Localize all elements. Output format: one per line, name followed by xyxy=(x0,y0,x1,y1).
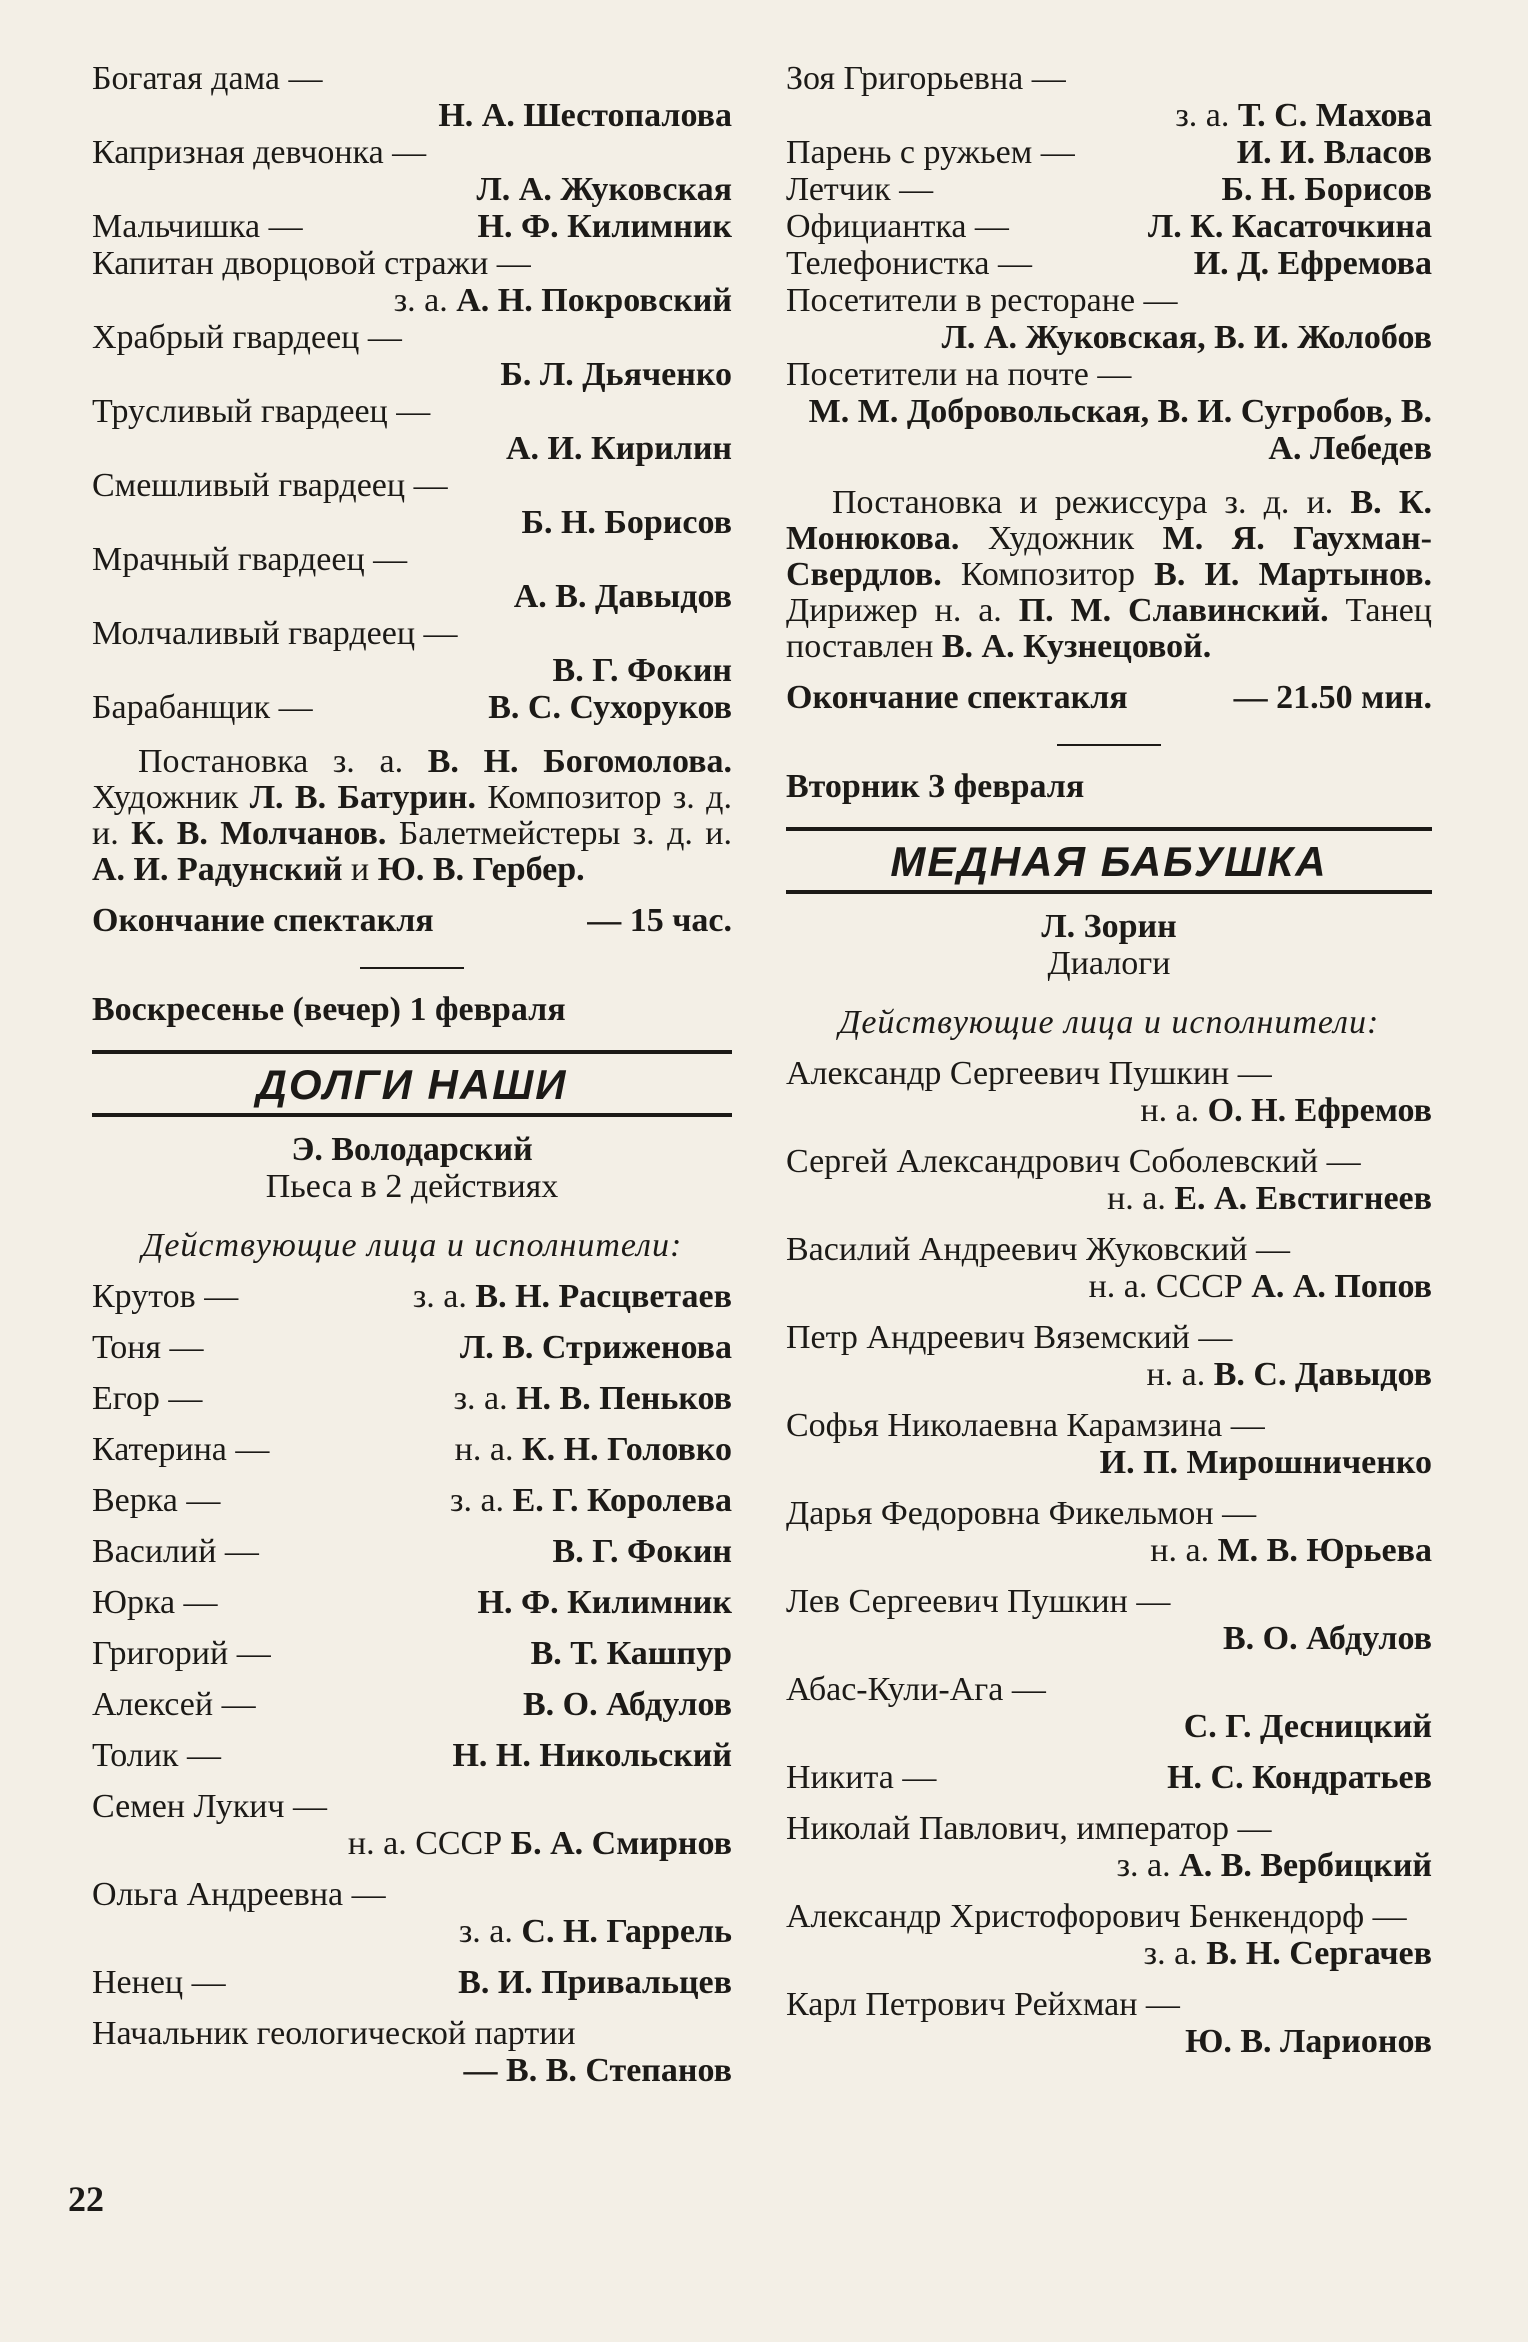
actor-name: Б. А. Смирнов xyxy=(510,1825,732,1862)
actor-line xyxy=(786,1444,1432,1481)
left-column xyxy=(92,60,732,2089)
role-name: Егор — xyxy=(92,1380,203,1417)
actor-name: А. Н. Покровский xyxy=(456,282,732,319)
actor-line xyxy=(478,208,733,245)
role-name: Петр Андреевич Вяземский — xyxy=(786,1319,1233,1356)
honorific-title: н. а. СССР xyxy=(1088,1268,1243,1305)
credit-text: Танец поставлен xyxy=(786,592,1432,665)
actor-line xyxy=(413,1278,732,1315)
actor-name: Е. А. Евстигнеев xyxy=(1174,1180,1432,1217)
honorific-title: з. а. xyxy=(1175,97,1230,134)
divider xyxy=(1057,744,1161,746)
actor-name: К. Н. Головко xyxy=(521,1431,732,1468)
actor-line xyxy=(92,578,732,615)
cast-entry xyxy=(92,615,732,689)
actor-line xyxy=(523,1686,732,1723)
credit-name: В. К. Монюкова. xyxy=(786,484,1432,557)
honorific-title: н. а. xyxy=(1146,1356,1206,1393)
actor-name: А. В. Давыдов xyxy=(513,578,732,615)
actor-name: И. П. Мирошниченко xyxy=(1099,1444,1432,1481)
performance-date: Вторник 3 февраля xyxy=(786,768,1085,805)
role-name: Ненец — xyxy=(92,1964,226,2001)
actor-line xyxy=(531,1635,732,1672)
role-name: Трусливый гвардеец — xyxy=(92,393,431,430)
actor-line xyxy=(92,1825,732,1862)
actor-name: С. Н. Гаррель xyxy=(521,1913,732,1950)
actor-line xyxy=(786,1847,1432,1884)
rule-top xyxy=(92,1050,732,1054)
honorific-title: з. а. xyxy=(1116,1847,1171,1884)
role-name: Алексей — xyxy=(92,1686,256,1723)
actor-name: Н. Н. Никольский xyxy=(452,1737,732,1774)
finish-label: Окончание спектакля xyxy=(92,902,434,939)
role-name: Капризная девчонка — xyxy=(92,134,427,171)
cast-entry xyxy=(92,2015,732,2089)
actor-line xyxy=(786,1935,1432,1972)
role-name: Сергей Александрович Соболевский — xyxy=(786,1143,1361,1180)
actor-line xyxy=(455,1431,732,1468)
actor-name: Л. В. Стриженова xyxy=(459,1329,732,1366)
credit-text: Композитор xyxy=(941,556,1155,593)
divider xyxy=(360,967,464,969)
actor-line xyxy=(92,504,732,541)
rule-top xyxy=(786,827,1432,831)
cast-entry xyxy=(92,541,732,615)
credit-text: Балетмейстеры з. д. и. xyxy=(386,815,732,852)
cast-entry xyxy=(786,1759,1432,1796)
cast-entry xyxy=(92,1431,732,1468)
actor-name: А. И. Кирилин xyxy=(506,430,732,467)
right-cast-list xyxy=(786,1055,1432,2060)
actor-line xyxy=(478,1584,733,1621)
cast-entry xyxy=(786,1583,1432,1657)
cast-entry xyxy=(92,1329,732,1366)
actor-line xyxy=(786,97,1432,134)
credit-text: Дирижер н. а. xyxy=(786,592,1019,629)
credit-name: В. И. Мартынов. xyxy=(1154,556,1432,593)
cast-entry xyxy=(786,1495,1432,1569)
finish-label: Окончание спектакля xyxy=(786,679,1128,716)
actor-line xyxy=(786,1268,1432,1305)
actor-line xyxy=(1237,134,1432,171)
credit-text: Композитор з. д. и. xyxy=(92,779,732,852)
credit-text: Постановка з. а. xyxy=(138,743,428,780)
role-name: Григорий — xyxy=(92,1635,271,1672)
honorific-title: н. а. xyxy=(1140,1092,1200,1129)
actor-name: Н. В. Пеньков xyxy=(516,1380,732,1417)
cast-entry xyxy=(92,689,732,726)
honorific-title: з. а. xyxy=(450,1482,505,1519)
role-name: Карл Петрович Рейхман — xyxy=(786,1986,1180,2023)
left-cast-list xyxy=(92,1278,732,2089)
cast-heading: Действующие лица и исполнители: xyxy=(141,1227,683,1264)
cast-entry xyxy=(92,319,732,393)
actor-name: М. М. Добровольская, В. И. Сугробов, В. А. Лебедев xyxy=(808,393,1432,467)
credit-name: В. Н. Богомолова. xyxy=(427,743,732,780)
actor-line xyxy=(92,430,732,467)
role-name: Барабанщик — xyxy=(92,689,313,726)
performance-date: Воскресенье (вечер) 1 февраля xyxy=(92,991,566,1028)
cast-entry xyxy=(786,282,1432,356)
actor-name: Н. А. Шестопалова xyxy=(438,97,732,134)
cast-entry xyxy=(92,208,732,245)
role-name: Верка — xyxy=(92,1482,221,1519)
actor-line xyxy=(92,171,732,208)
left-production-credits xyxy=(92,744,732,888)
role-name: Посетители в ресторане — xyxy=(786,282,1178,319)
actor-line xyxy=(1148,208,1432,245)
role-name: Абас-Кули-Ага — xyxy=(786,1671,1046,1708)
credit-name: Л. В. Батурин. xyxy=(249,779,476,816)
cast-entry xyxy=(786,1319,1432,1393)
actor-name: С. Г. Десницкий xyxy=(1183,1708,1432,1745)
cast-entry xyxy=(786,1898,1432,1972)
cast-entry xyxy=(92,134,732,208)
honorific-title: н. а. xyxy=(1150,1532,1210,1569)
actor-name: И. И. Власов xyxy=(1236,134,1432,171)
actor-line xyxy=(92,1913,732,1950)
role-name: Капитан дворцовой стражи — xyxy=(92,245,531,282)
role-name: Лев Сергеевич Пушкин — xyxy=(786,1583,1171,1620)
rule-bottom xyxy=(786,890,1432,894)
left-finish-line xyxy=(92,902,732,939)
play-author: Л. Зорин xyxy=(1041,908,1177,945)
cast-entry xyxy=(92,1788,732,1862)
role-name: Василий — xyxy=(92,1533,259,1570)
role-name: Ольга Андреевна — xyxy=(92,1876,386,1913)
actor-name: Т. С. Махова xyxy=(1237,97,1432,134)
cast-entry xyxy=(786,1671,1432,1745)
role-name: Дарья Федоровна Фикельмон — xyxy=(786,1495,1257,1532)
right-roles-top xyxy=(786,60,1432,467)
role-name: Семен Лукич — xyxy=(92,1788,328,1825)
actor-line xyxy=(553,1533,732,1570)
actor-line xyxy=(786,1620,1432,1657)
role-name: Смешливый гвардеец — xyxy=(92,467,448,504)
actor-name: В. Г. Фокин xyxy=(552,1533,732,1570)
role-name: Николай Павлович, император — xyxy=(786,1810,1272,1847)
credit-name: К. В. Молчанов. xyxy=(131,815,387,852)
actor-name: В. И. Привальцев xyxy=(458,1964,732,2001)
actor-line xyxy=(454,1380,732,1417)
finish-time: — 21.50 мин. xyxy=(1233,679,1432,716)
cast-heading: Действующие лица и исполнители: xyxy=(838,1004,1380,1041)
honorific-title: з. а. xyxy=(412,1278,467,1315)
actor-name: О. Н. Ефремов xyxy=(1207,1092,1432,1129)
cast-entry xyxy=(92,60,732,134)
honorific-title: н. а. xyxy=(454,1431,514,1468)
role-name: Телефонистка — xyxy=(786,245,1033,282)
actor-line xyxy=(1221,171,1432,208)
left-roles-top xyxy=(92,60,732,726)
role-name: Александр Сергеевич Пушкин — xyxy=(786,1055,1272,1092)
actor-name: Ю. В. Ларионов xyxy=(1185,2023,1432,2060)
cast-entry xyxy=(92,1635,732,1672)
actor-name: В. С. Сухоруков xyxy=(488,689,732,726)
cast-entry xyxy=(92,1686,732,1723)
role-name: Храбрый гвардеец — xyxy=(92,319,402,356)
actor-line xyxy=(786,1532,1432,1569)
page-number: 22 xyxy=(68,2179,104,2219)
actor-name: М. В. Юрьева xyxy=(1217,1532,1432,1569)
cast-entry xyxy=(786,134,1432,171)
actor-line xyxy=(786,1092,1432,1129)
role-name: Начальник геологической партии xyxy=(92,2015,576,2052)
role-name: Катерина — xyxy=(92,1431,270,1468)
actor-line xyxy=(1167,1759,1432,1796)
role-name: Посетители на почте — xyxy=(786,356,1132,393)
cast-entry xyxy=(92,1737,732,1774)
finish-time: — 15 час. xyxy=(587,902,732,939)
role-name: Александр Христофорович Бенкендорф — xyxy=(786,1898,1407,1935)
role-name: Богатая дама — xyxy=(92,60,323,97)
actor-line xyxy=(452,1737,732,1774)
cast-entry xyxy=(786,1231,1432,1305)
credit-text: Постановка и режиссура з. д. и. xyxy=(832,484,1351,521)
actor-name: В. О. Абдулов xyxy=(1222,1620,1432,1657)
role-name: Софья Николаевна Карамзина — xyxy=(786,1407,1265,1444)
right-finish-line xyxy=(786,679,1432,716)
actor-line xyxy=(786,2023,1432,2060)
actor-name: В. Т. Кашпур xyxy=(530,1635,732,1672)
actor-line xyxy=(458,1964,732,2001)
actor-line xyxy=(460,1329,732,1366)
role-name: Молчаливый гвардеец — xyxy=(92,615,458,652)
role-name: Юрка — xyxy=(92,1584,218,1621)
actor-name: В. Г. Фокин xyxy=(552,652,732,689)
credit-name: П. М. Славинский. xyxy=(1018,592,1329,629)
play-title: ДОЛГИ НАШИ xyxy=(256,1061,568,1108)
role-name: Василий Андреевич Жуковский — xyxy=(786,1231,1290,1268)
actor-line xyxy=(786,1708,1432,1745)
actor-line xyxy=(488,689,732,726)
credit-name: В. А. Кузнецовой. xyxy=(941,628,1212,665)
cast-entry xyxy=(92,1482,732,1519)
rule-bottom xyxy=(92,1113,732,1117)
honorific-title: н. а. xyxy=(1107,1180,1166,1217)
cast-entry xyxy=(92,467,732,541)
actor-line xyxy=(92,282,732,319)
cast-entry xyxy=(786,171,1432,208)
role-name: Летчик — xyxy=(786,171,934,208)
actor-name: А. А. Попов xyxy=(1251,1268,1432,1305)
cast-entry xyxy=(786,1143,1432,1217)
actor-name: А. В. Вербицкий xyxy=(1179,1847,1432,1884)
cast-entry xyxy=(92,245,732,319)
cast-entry xyxy=(92,1876,732,1950)
actor-name: И. Д. Ефремова xyxy=(1193,245,1432,282)
play-author: Э. Володарский xyxy=(291,1131,533,1168)
actor-name: — В. В. Степанов xyxy=(463,2052,732,2089)
actor-line xyxy=(450,1482,732,1519)
right-column xyxy=(786,60,1432,2060)
actor-name: Б. Н. Борисов xyxy=(1221,171,1432,208)
actor-line xyxy=(786,1356,1432,1393)
cast-entry xyxy=(92,1533,732,1570)
cast-entry xyxy=(786,60,1432,134)
cast-entry xyxy=(786,208,1432,245)
role-name: Мальчишка — xyxy=(92,208,303,245)
honorific-title: з. а. xyxy=(1143,1935,1198,1972)
right-production-credits xyxy=(786,485,1432,665)
actor-name: В. Н. Расцветаев xyxy=(475,1278,732,1315)
actor-name: Л. А. Жуковская, В. И. Жолобов xyxy=(941,319,1432,356)
actor-name: Н. Ф. Килимник xyxy=(477,208,732,245)
actor-name: Е. Г. Королева xyxy=(512,1482,732,1519)
actor-line xyxy=(92,652,732,689)
credit-name: М. Я. Гаухман-Свердлов. xyxy=(786,520,1432,593)
play-genre: Пьеса в 2 действиях xyxy=(265,1168,559,1205)
cast-entry xyxy=(786,1810,1432,1884)
cast-entry xyxy=(92,1584,732,1621)
credit-text: и xyxy=(342,851,378,888)
actor-name: Б. Л. Дьяченко xyxy=(500,356,732,393)
role-name: Тоня — xyxy=(92,1329,204,1366)
honorific-title: з. а. xyxy=(458,1913,513,1950)
actor-name: Л. К. Касаточкина xyxy=(1147,208,1432,245)
play-title: МЕДНАЯ БАБУШКА xyxy=(890,838,1328,885)
actor-name: Н. Ф. Килимник xyxy=(477,1584,732,1621)
role-name: Мрачный гвардеец — xyxy=(92,541,408,578)
cast-entry xyxy=(92,1278,732,1315)
role-name: Толик — xyxy=(92,1737,221,1774)
honorific-title: з. а. xyxy=(453,1380,508,1417)
actor-name: Б. Н. Борисов xyxy=(521,504,732,541)
cast-entry xyxy=(92,393,732,467)
cast-entry xyxy=(92,1964,732,2001)
role-name: Никита — xyxy=(786,1759,937,1796)
role-name: Крутов — xyxy=(92,1278,239,1315)
actor-name: В. Н. Сергачев xyxy=(1206,1935,1432,1972)
credit-name: А. И. Радунский xyxy=(92,851,343,888)
actor-line xyxy=(92,356,732,393)
actor-line xyxy=(786,319,1432,356)
actor-name: Л. А. Жуковская xyxy=(476,171,732,208)
actor-name: В. О. Абдулов xyxy=(522,1686,732,1723)
actor-line xyxy=(786,1180,1432,1217)
role-name: Парень с ружьем — xyxy=(786,134,1075,171)
actor-line xyxy=(786,393,1432,467)
role-name: Зоя Григорьевна — xyxy=(786,60,1066,97)
actor-name: Н. С. Кондратьев xyxy=(1167,1759,1432,1796)
honorific-title: н. а. СССР xyxy=(347,1825,503,1862)
play-genre: Диалоги xyxy=(1047,945,1171,982)
actor-name: В. С. Давыдов xyxy=(1213,1356,1432,1393)
cast-entry xyxy=(786,1986,1432,2060)
credit-text: Художник xyxy=(959,520,1163,557)
actor-line xyxy=(92,2052,732,2089)
cast-entry xyxy=(786,1055,1432,1129)
cast-entry xyxy=(786,356,1432,467)
cast-entry xyxy=(786,245,1432,282)
role-name: Официантка — xyxy=(786,208,1009,245)
actor-line xyxy=(1194,245,1432,282)
credit-name: Ю. В. Гербер. xyxy=(377,851,585,888)
cast-entry xyxy=(92,1380,732,1417)
credit-text: Художник xyxy=(92,779,250,816)
honorific-title: з. а. xyxy=(393,282,448,319)
cast-entry xyxy=(786,1407,1432,1481)
actor-line xyxy=(92,97,732,134)
